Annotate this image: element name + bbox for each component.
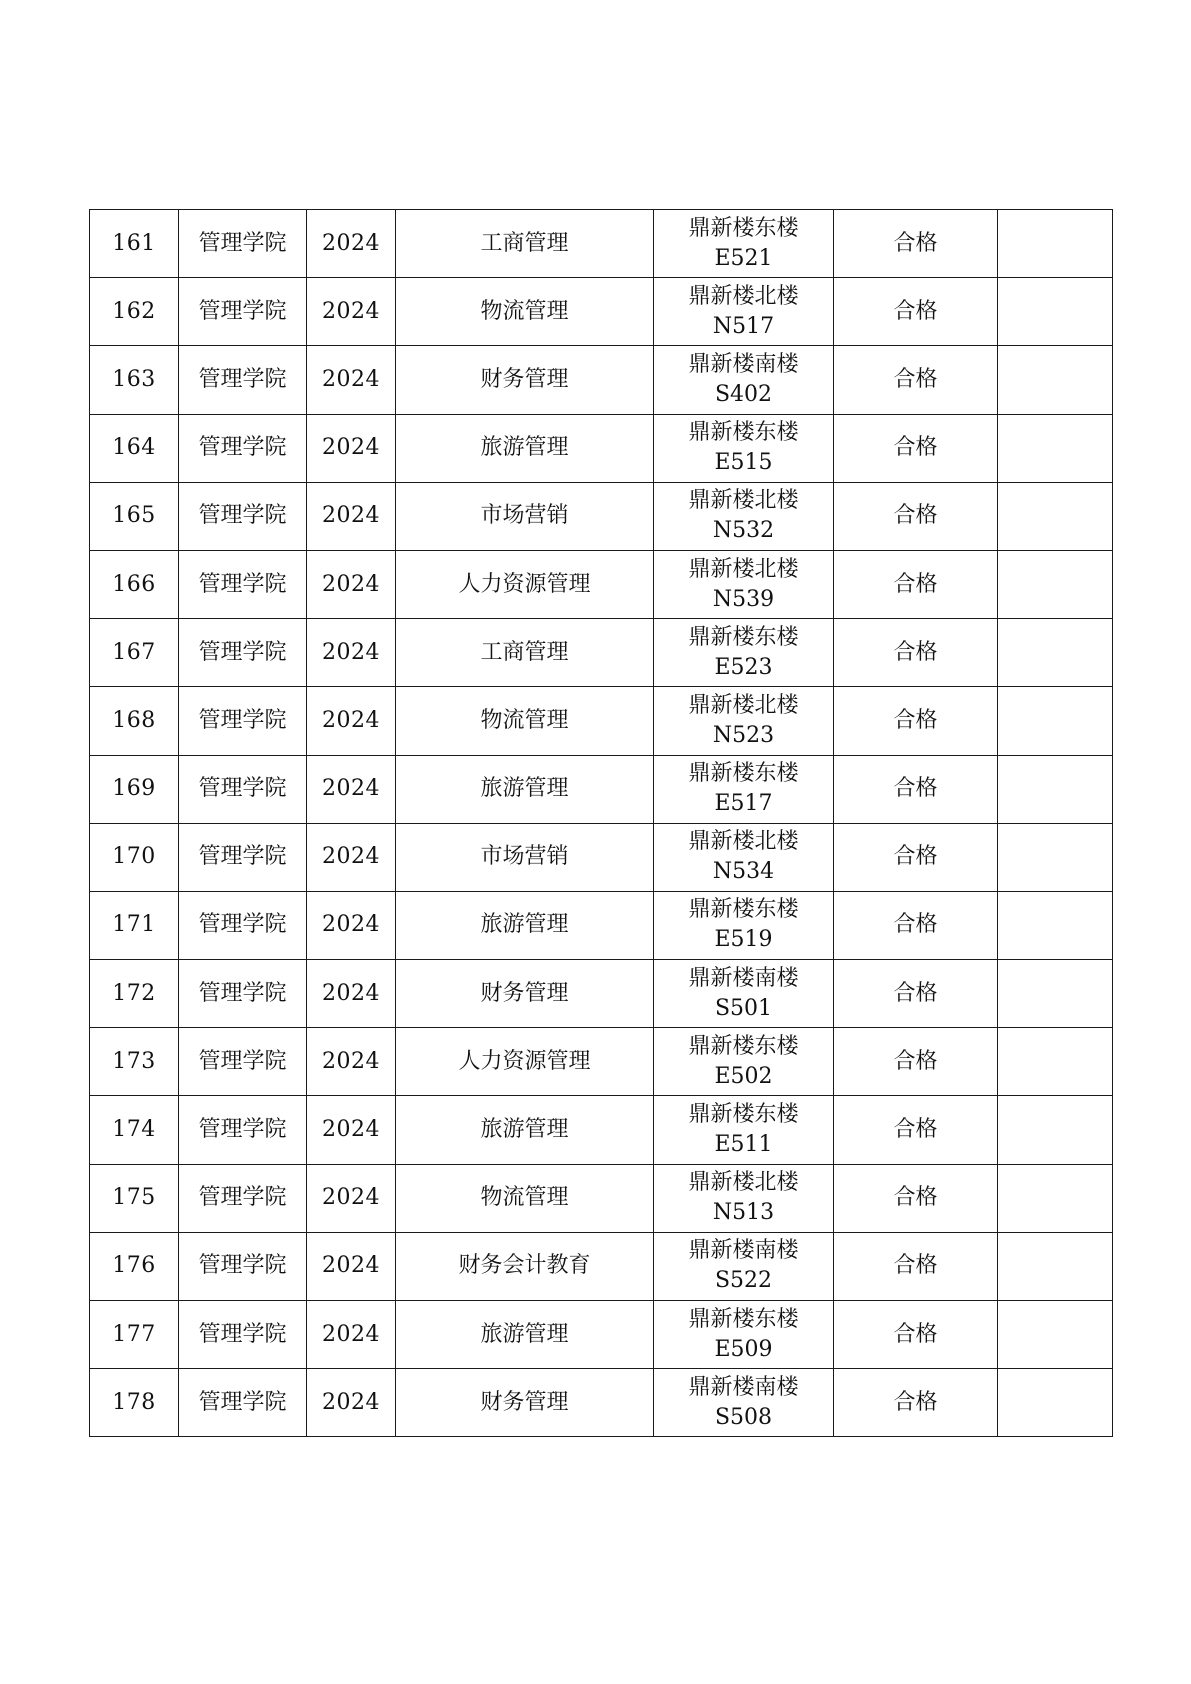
cell-major: 旅游管理: [396, 414, 654, 482]
cell-number: 161: [90, 210, 179, 278]
table-row: [90, 1164, 1113, 1232]
cell-year: 2024: [307, 278, 396, 346]
building-name: 鼎新楼东楼: [688, 1102, 799, 1128]
cell-note: [998, 619, 1113, 687]
building-name: 鼎新楼东楼: [688, 420, 799, 446]
table-row: [90, 278, 1113, 346]
cell-result: 合格: [834, 1028, 998, 1096]
table-row: [90, 414, 1113, 482]
cell-year: 2024: [307, 1164, 396, 1232]
cell-note: [998, 823, 1113, 891]
cell-number: 171: [90, 891, 179, 959]
cell-note: [998, 278, 1113, 346]
cell-location: [654, 1301, 834, 1369]
cell-year: 2024: [307, 210, 396, 278]
cell-year: 2024: [307, 1232, 396, 1300]
cell-note: [998, 1301, 1113, 1369]
cell-result: 合格: [834, 278, 998, 346]
table-row: [90, 1232, 1113, 1300]
cell-major: 财务管理: [396, 1369, 654, 1437]
cell-result: 合格: [834, 755, 998, 823]
cell-result: 合格: [834, 823, 998, 891]
cell-location: [654, 687, 834, 755]
building-name: 鼎新楼南楼: [688, 351, 799, 377]
cell-number: 170: [90, 823, 179, 891]
cell-college: 管理学院: [179, 619, 307, 687]
cell-location: [654, 619, 834, 687]
cell-note: [998, 687, 1113, 755]
building-name: 鼎新楼东楼: [688, 624, 799, 650]
cell-location: [654, 823, 834, 891]
cell-year: 2024: [307, 346, 396, 414]
cell-note: [998, 550, 1113, 618]
room-number: S501: [714, 995, 773, 1021]
table-row: [90, 550, 1113, 618]
building-name: 鼎新楼东楼: [688, 215, 799, 241]
cell-college: 管理学院: [179, 414, 307, 482]
cell-major: 旅游管理: [396, 755, 654, 823]
cell-number: 169: [90, 755, 179, 823]
cell-location: [654, 1232, 834, 1300]
cell-result: 合格: [834, 687, 998, 755]
cell-note: [998, 960, 1113, 1028]
room-number: N532: [712, 518, 775, 544]
cell-college: 管理学院: [179, 1028, 307, 1096]
cell-college: 管理学院: [179, 687, 307, 755]
building-name: 鼎新楼北楼: [688, 556, 799, 582]
cell-note: [998, 1096, 1113, 1164]
room-number: E523: [714, 654, 773, 680]
table-row: [90, 823, 1113, 891]
cell-college: 管理学院: [179, 1096, 307, 1164]
cell-location: [654, 1164, 834, 1232]
cell-result: 合格: [834, 482, 998, 550]
cell-location: [654, 278, 834, 346]
room-number: S508: [714, 1404, 773, 1430]
cell-major: 市场营销: [396, 823, 654, 891]
cell-year: 2024: [307, 1096, 396, 1164]
cell-result: 合格: [834, 1232, 998, 1300]
cell-college: 管理学院: [179, 1164, 307, 1232]
cell-college: 管理学院: [179, 823, 307, 891]
cell-location: [654, 1028, 834, 1096]
cell-note: [998, 1232, 1113, 1300]
cell-college: 管理学院: [179, 550, 307, 618]
room-number: E519: [714, 927, 773, 953]
cell-result: 合格: [834, 960, 998, 1028]
building-name: 鼎新楼北楼: [688, 692, 799, 718]
cell-note: [998, 414, 1113, 482]
building-name: 鼎新楼东楼: [688, 1033, 799, 1059]
dorm-inspection-table: [89, 209, 1113, 1437]
building-name: 鼎新楼北楼: [688, 1170, 799, 1196]
cell-note: [998, 891, 1113, 959]
cell-result: 合格: [834, 414, 998, 482]
cell-location: [654, 346, 834, 414]
cell-college: 管理学院: [179, 1301, 307, 1369]
cell-location: [654, 1096, 834, 1164]
room-number: E502: [714, 1063, 773, 1089]
table-row: [90, 1301, 1113, 1369]
cell-location: [654, 1369, 834, 1437]
cell-college: 管理学院: [179, 1369, 307, 1437]
cell-major: 财务管理: [396, 960, 654, 1028]
cell-note: [998, 210, 1113, 278]
building-name: 鼎新楼北楼: [688, 829, 799, 855]
table-row: [90, 1096, 1113, 1164]
cell-number: 178: [90, 1369, 179, 1437]
cell-result: 合格: [834, 891, 998, 959]
room-number: N523: [712, 722, 775, 748]
cell-note: [998, 1164, 1113, 1232]
building-name: 鼎新楼南楼: [688, 1374, 799, 1400]
table-row: [90, 891, 1113, 959]
cell-college: 管理学院: [179, 755, 307, 823]
cell-major: 财务会计教育: [396, 1232, 654, 1300]
cell-location: [654, 482, 834, 550]
cell-major: 物流管理: [396, 687, 654, 755]
cell-college: 管理学院: [179, 1232, 307, 1300]
cell-college: 管理学院: [179, 482, 307, 550]
cell-year: 2024: [307, 1028, 396, 1096]
cell-number: 165: [90, 482, 179, 550]
cell-major: 人力资源管理: [396, 550, 654, 618]
room-number: N534: [712, 859, 775, 885]
cell-number: 175: [90, 1164, 179, 1232]
cell-major: 旅游管理: [396, 891, 654, 959]
cell-location: [654, 960, 834, 1028]
building-name: 鼎新楼北楼: [688, 283, 799, 309]
cell-major: 财务管理: [396, 346, 654, 414]
cell-major: 工商管理: [396, 210, 654, 278]
cell-major: 物流管理: [396, 278, 654, 346]
building-name: 鼎新楼南楼: [688, 1238, 799, 1264]
cell-year: 2024: [307, 755, 396, 823]
cell-result: 合格: [834, 550, 998, 618]
cell-number: 174: [90, 1096, 179, 1164]
cell-result: 合格: [834, 1096, 998, 1164]
cell-year: 2024: [307, 414, 396, 482]
cell-year: 2024: [307, 482, 396, 550]
cell-location: [654, 550, 834, 618]
cell-number: 166: [90, 550, 179, 618]
cell-major: 物流管理: [396, 1164, 654, 1232]
cell-location: [654, 210, 834, 278]
room-number: N517: [712, 313, 775, 339]
cell-year: 2024: [307, 550, 396, 618]
room-number: S522: [714, 1268, 773, 1294]
building-name: 鼎新楼南楼: [688, 965, 799, 991]
cell-major: 旅游管理: [396, 1301, 654, 1369]
table-body: [90, 210, 1113, 1437]
cell-year: 2024: [307, 823, 396, 891]
cell-major: 工商管理: [396, 619, 654, 687]
table-row: [90, 482, 1113, 550]
table-row: [90, 687, 1113, 755]
room-number: E521: [714, 245, 773, 271]
table-row: [90, 1369, 1113, 1437]
cell-year: 2024: [307, 960, 396, 1028]
table-row: [90, 619, 1113, 687]
cell-number: 168: [90, 687, 179, 755]
room-number: E509: [714, 1336, 773, 1362]
cell-year: 2024: [307, 1301, 396, 1369]
cell-note: [998, 346, 1113, 414]
building-name: 鼎新楼北楼: [688, 488, 799, 514]
cell-result: 合格: [834, 210, 998, 278]
cell-number: 176: [90, 1232, 179, 1300]
cell-major: 旅游管理: [396, 1096, 654, 1164]
building-name: 鼎新楼东楼: [688, 1306, 799, 1332]
table-row: [90, 210, 1113, 278]
cell-number: 164: [90, 414, 179, 482]
cell-number: 162: [90, 278, 179, 346]
cell-result: 合格: [834, 619, 998, 687]
cell-result: 合格: [834, 1164, 998, 1232]
cell-major: 市场营销: [396, 482, 654, 550]
cell-year: 2024: [307, 619, 396, 687]
cell-location: [654, 414, 834, 482]
cell-result: 合格: [834, 346, 998, 414]
cell-number: 173: [90, 1028, 179, 1096]
room-number: E515: [714, 450, 773, 476]
cell-result: 合格: [834, 1301, 998, 1369]
cell-location: [654, 755, 834, 823]
cell-location: [654, 891, 834, 959]
table-row: [90, 755, 1113, 823]
cell-year: 2024: [307, 891, 396, 959]
cell-college: 管理学院: [179, 891, 307, 959]
cell-year: 2024: [307, 687, 396, 755]
room-number: E517: [714, 791, 773, 817]
cell-note: [998, 1369, 1113, 1437]
cell-note: [998, 1028, 1113, 1096]
cell-number: 163: [90, 346, 179, 414]
cell-year: 2024: [307, 1369, 396, 1437]
room-number: E511: [714, 1132, 773, 1158]
cell-number: 167: [90, 619, 179, 687]
cell-note: [998, 755, 1113, 823]
table-row: [90, 346, 1113, 414]
table-row: [90, 960, 1113, 1028]
cell-college: 管理学院: [179, 210, 307, 278]
room-number: N513: [712, 1200, 775, 1226]
cell-major: 人力资源管理: [396, 1028, 654, 1096]
room-number: S402: [714, 381, 773, 407]
cell-college: 管理学院: [179, 960, 307, 1028]
cell-note: [998, 482, 1113, 550]
cell-result: 合格: [834, 1369, 998, 1437]
table-row: [90, 1028, 1113, 1096]
room-number: N539: [712, 586, 775, 612]
cell-college: 管理学院: [179, 278, 307, 346]
cell-number: 177: [90, 1301, 179, 1369]
cell-number: 172: [90, 960, 179, 1028]
cell-college: 管理学院: [179, 346, 307, 414]
building-name: 鼎新楼东楼: [688, 897, 799, 923]
building-name: 鼎新楼东楼: [688, 761, 799, 787]
